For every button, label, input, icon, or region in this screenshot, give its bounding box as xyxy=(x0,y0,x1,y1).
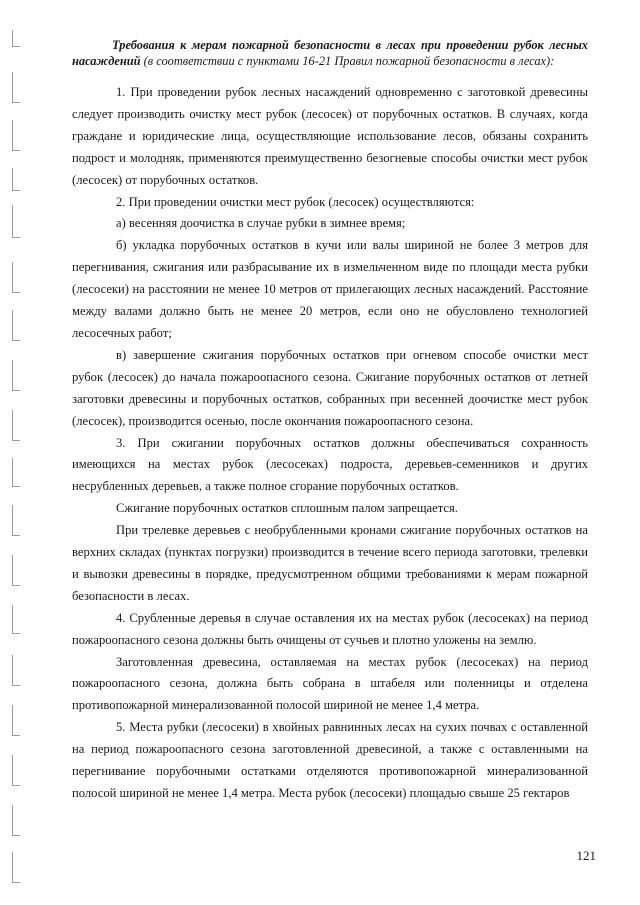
binding-mark xyxy=(12,262,20,293)
page-number: 121 xyxy=(576,848,596,863)
binding-edge-marks xyxy=(0,0,28,905)
binding-mark xyxy=(12,168,20,191)
binding-mark xyxy=(12,458,20,487)
paragraph-3: 3. При сжигании порубочных остатков должны обеспечиваться сохранность имеющихся на местах рубок (лесосеках) подроста, деревьев-семенников и других несрубленных деревьев, а также полное сгорание порубочных остатков. xyxy=(72,435,588,494)
paragraph-2b: б) укладка порубочных остатков в кучи или валы шириной не более 3 метров для перегнивания, сжигания или разбрасывание их в измельченном виде по площади места рубки (лесосеки) на расстоянии не менее 10 метров от прилегающих лесных насаждений. Расстояние между валами должно быть не менее 20 метров, если оно не обусловлено технологией лесосечных работ; xyxy=(72,238,588,340)
paragraph-2a: а) весенняя доочистка в случае рубки в зимнее время; xyxy=(116,216,406,231)
paragraph-2: 2. При проведении очистки мест рубок (лесосек) осуществляются: xyxy=(116,194,475,209)
binding-mark xyxy=(12,360,20,391)
binding-mark xyxy=(12,205,20,238)
binding-mark xyxy=(12,120,20,151)
paragraph-2c: в) завершение сжигания порубочных остатков при огневом способе очистки мест рубок (лесосек) до начала пожароопасного сезона. Сжигание порубочных остатков от летней заготовки древесины и порубочных остатков, собранных при весенней доочистке мест рубок (лесосек), производится осенью, после окончания пожароопасного сезона. xyxy=(72,347,588,428)
binding-mark xyxy=(12,310,20,341)
paragraph-3-note: Сжигание порубочных остатков сплошным палом запрещается. xyxy=(116,501,458,516)
binding-mark xyxy=(12,605,20,634)
paragraph-5: 5. Места рубки (лесосеки) в хвойных равнинных лесах на сухих почвах с оставленной на период пожароопасного сезона заготовленной древесиной, а также с оставленными на перегнивание порубочными остатками отделяются противопожарной минерализованной полосой шириной не менее 1,4 метра. Места рубок (лесосеки) площадью свыше 25 гектаров xyxy=(72,720,588,800)
binding-mark xyxy=(12,655,20,686)
binding-mark xyxy=(12,852,20,883)
heading-title: Требования к мерам пожарной безопасности в лесах при проведении рубок лесных насаждений xyxy=(72,38,588,68)
binding-mark xyxy=(12,72,20,103)
binding-mark xyxy=(12,805,20,836)
document-heading xyxy=(72,38,588,69)
paragraph-3-trelevka: При трелевке деревьев с необрубленными кронами сжигание порубочных остатков на верхних складах (пунктах погрузки) производится в течение всего периода заготовки, трелевки и вывозки древесины в порядке, предусмотренном общими требованиями к мерам пожарной безопасности в лесах. xyxy=(72,523,588,603)
binding-mark xyxy=(12,755,20,786)
paragraph-4-storage: Заготовленная древесина, оставляемая на местах рубок (лесосеках) на период пожароопасного сезона, должна быть собрана в штабеля или поленницы и отделена противопожарной минерализованной полосой шириной не менее 1,4 метра. xyxy=(72,654,588,713)
binding-mark xyxy=(12,555,20,586)
heading-subtitle: (в соответствии с пунктами 16-21 Правил пожарной безопасности в лесах): xyxy=(140,53,555,68)
paragraph-4: 4. Срубленные деревья в случае оставления их на местах рубок (лесосеках) на период пожароопасного сезона должны быть очищены от сучьев и плотно уложены на землю. xyxy=(72,610,588,647)
binding-mark xyxy=(12,705,20,736)
document-page xyxy=(72,38,588,848)
binding-mark xyxy=(12,505,20,536)
binding-mark xyxy=(12,410,20,441)
paragraph-1: 1. При проведении рубок лесных насаждений одновременно с заготовкой древесины следует производить очистку мест рубок (лесосек) от порубочных остатков. В случаях, когда граждане и юридические лица, осуществляющие использование лесов, обязаны сохранить подрост и молодняк, применяются преимущественно безогневые способы очистки мест рубок (лесосек) от порубочных остатков. xyxy=(72,85,588,187)
binding-mark xyxy=(12,30,20,47)
